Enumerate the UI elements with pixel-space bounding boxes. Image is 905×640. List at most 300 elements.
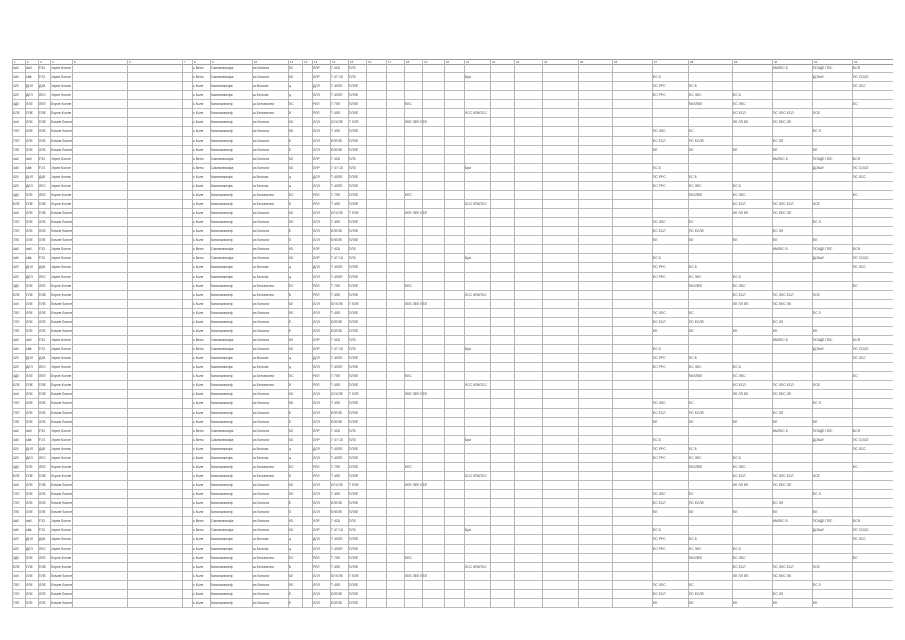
table-cell[interactable]: из Белоли: [253, 310, 270, 315]
table-cell[interactable]: Каналалпкеф: [211, 310, 233, 315]
table-cell[interactable]: ПС СОСЛ: [853, 437, 869, 442]
table-cell[interactable]: ЛЛЛ: [313, 93, 320, 98]
table-cell[interactable]: ь Коле: [193, 220, 204, 225]
table-cell[interactable]: Т 4ЛЕ: [331, 401, 341, 406]
table-cell[interactable]: ь Коле: [193, 474, 204, 478]
table-cell[interactable]: ЛЛЕ: [26, 120, 33, 125]
table-cell[interactable]: ПЛЗ: [349, 338, 356, 342]
table-cell[interactable]: ЕС Б: [689, 537, 697, 542]
table-cell[interactable]: ЕС ЛЕС: [733, 102, 746, 107]
table-cell[interactable]: Самналпкофа: [211, 247, 234, 252]
table-cell[interactable]: ь Коле: [193, 501, 204, 506]
table-cell[interactable]: Ломле Бонле: [51, 419, 73, 424]
table-cell[interactable]: ЛСС КПКПСС: [465, 202, 487, 206]
table-cell[interactable]: ЛЛЕ: [26, 573, 33, 578]
table-cell[interactable]: 7ЛЕ: [13, 419, 20, 424]
table-cell[interactable]: ЛЛР: [313, 347, 320, 352]
table-cell[interactable]: Каналалпкеф: [211, 383, 233, 388]
table-cell[interactable]: Бри: [465, 256, 472, 261]
column-header[interactable]: 2: [27, 60, 29, 64]
table-cell[interactable]: ЛЕС: [39, 183, 46, 188]
table-cell[interactable]: ЛЛЕ: [39, 401, 46, 406]
table-cell[interactable]: ДНЛ: [26, 84, 33, 89]
table-cell[interactable]: КЗ: [289, 120, 293, 125]
table-cell[interactable]: Jнрле Колна: [51, 446, 71, 451]
table-cell[interactable]: ш Белонилли: [253, 374, 275, 379]
table-cell[interactable]: ь Коле: [193, 419, 204, 424]
table-cell[interactable]: Лорле Колле: [51, 202, 72, 206]
table-cell[interactable]: ш Белонилли: [253, 202, 275, 206]
table-cell[interactable]: Лорле Колле: [51, 102, 72, 107]
table-cell[interactable]: Ломле Бонле: [51, 492, 73, 497]
table-cell[interactable]: ЛЛЕ: [39, 501, 46, 506]
table-cell[interactable]: ЕЛЕЛЕ: [331, 147, 343, 152]
table-cell[interactable]: ПЛЛЕ: [349, 582, 359, 587]
table-cell[interactable]: ЕЛЕЛЕ: [331, 328, 343, 333]
table-cell[interactable]: ЛЕЕ: [39, 374, 46, 379]
table-cell[interactable]: ЕС: [853, 102, 858, 107]
table-cell[interactable]: ЕС Б: [689, 356, 697, 361]
table-cell[interactable]: ЛЛЛ: [313, 220, 320, 225]
table-cell[interactable]: Лорле Колле: [51, 283, 72, 288]
table-cell[interactable]: ПЛЛЕ: [349, 537, 359, 542]
table-cell[interactable]: ЕС РРС: [653, 365, 666, 370]
table-cell[interactable]: КЗ: [289, 156, 293, 161]
table-cell[interactable]: ПС СОСЛ: [853, 347, 869, 352]
table-cell[interactable]: ЕС: [689, 401, 694, 406]
table-cell[interactable]: Т 4ЛЛЕ: [331, 546, 343, 551]
table-cell[interactable]: Е: [289, 501, 292, 506]
table-cell[interactable]: ДЕЛ: [26, 93, 33, 98]
table-cell[interactable]: 7 47 С6: [331, 528, 343, 533]
table-cell[interactable]: Ломле Бонле: [51, 401, 73, 406]
table-cell[interactable]: Ломле Бонле: [51, 319, 73, 324]
table-cell[interactable]: ПЛЗ: [349, 428, 356, 433]
table-cell[interactable]: КЗ: [289, 256, 293, 261]
table-cell[interactable]: РЛЛ: [313, 383, 320, 388]
table-cell[interactable]: ЛЛЛ: [313, 147, 320, 152]
table-cell[interactable]: Каналалпкеф: [211, 591, 233, 596]
table-cell[interactable]: 420: [13, 365, 19, 370]
table-cell[interactable]: Каналалпкеф: [211, 492, 233, 497]
table-cell[interactable]: ЕЕ: [653, 328, 658, 333]
table-cell[interactable]: Каалалпкефа: [211, 537, 233, 542]
column-header[interactable]: 18: [406, 60, 410, 64]
table-cell[interactable]: ЛЛЛ: [313, 483, 320, 488]
table-cell[interactable]: 4л0: [13, 301, 19, 306]
column-header[interactable]: 11: [290, 60, 294, 64]
table-cell[interactable]: РЛЛ: [313, 202, 320, 206]
table-cell[interactable]: КЗ: [289, 483, 293, 488]
table-cell[interactable]: ПС ЛЛС: [653, 310, 666, 315]
table-cell[interactable]: РЛЛ: [313, 374, 320, 379]
table-cell[interactable]: ЛЛЛ: [313, 401, 320, 406]
table-cell[interactable]: ПЛЛЕ: [349, 492, 359, 497]
table-cell[interactable]: Каалалпкефа: [211, 84, 233, 89]
table-cell[interactable]: Jнрле Колна: [51, 537, 71, 542]
table-cell[interactable]: Каналалпкеф: [211, 510, 233, 515]
column-header[interactable]: 9: [212, 60, 214, 64]
table-cell[interactable]: ЛЛР: [313, 66, 320, 70]
table-cell[interactable]: ЕС ЛЛ: [773, 229, 784, 234]
table-cell[interactable]: ПЛЗ: [349, 437, 356, 442]
table-cell[interactable]: Т ЛЛЕ: [349, 301, 359, 306]
table-cell[interactable]: из Белоли: [253, 347, 270, 352]
table-cell[interactable]: ь Коле: [193, 600, 204, 605]
table-cell[interactable]: ь Коле: [193, 383, 204, 388]
table-cell[interactable]: ЕС ЕСЛ: [653, 591, 666, 596]
table-cell[interactable]: 4л0: [13, 392, 19, 397]
table-cell[interactable]: Каналалпкеф: [211, 328, 233, 333]
table-cell[interactable]: ЛЛР: [313, 75, 320, 80]
table-cell[interactable]: ь Коле: [193, 238, 204, 243]
table-cell[interactable]: ЛЛР: [313, 519, 320, 524]
table-cell[interactable]: F23: [39, 165, 45, 170]
table-cell[interactable]: 4a0: [13, 338, 19, 342]
column-header[interactable]: 19: [424, 60, 428, 64]
table-cell[interactable]: ЕС ЕСЛ: [733, 111, 746, 116]
table-cell[interactable]: ПЛЕ: [39, 120, 46, 125]
table-cell[interactable]: ЕЕ: [653, 419, 658, 424]
table-cell[interactable]: ш Белонилли: [253, 111, 275, 116]
table-cell[interactable]: ПЛЛЕ: [349, 319, 359, 324]
table-cell[interactable]: 4a0: [13, 247, 19, 252]
table-cell[interactable]: из Белоли: [253, 156, 270, 161]
table-cell[interactable]: ПЛЗ: [349, 528, 356, 533]
table-cell[interactable]: ь Вено: [193, 156, 204, 161]
table-cell[interactable]: ЛЛ КЛЕ: [331, 120, 343, 125]
table-cell[interactable]: 4л0: [13, 211, 19, 216]
table-cell[interactable]: 4Д0: [13, 283, 20, 288]
table-cell[interactable]: ПЛЛЕ: [349, 455, 359, 460]
table-cell[interactable]: ь Вено: [193, 247, 204, 252]
table-cell[interactable]: ш Вололи: [253, 174, 269, 179]
table-cell[interactable]: F23: [39, 528, 45, 533]
table-cell[interactable]: ЕС: [853, 555, 858, 560]
table-cell[interactable]: ь8в: [26, 437, 32, 442]
table-cell[interactable]: ц: [289, 446, 291, 451]
table-cell[interactable]: РЛЛ: [313, 292, 320, 297]
table-cell[interactable]: 4d0: [13, 347, 19, 352]
table-cell[interactable]: ПЛЕ: [39, 292, 46, 297]
column-header[interactable]: 30: [774, 60, 778, 64]
table-cell[interactable]: Ломле Бонле: [51, 120, 73, 125]
table-cell[interactable]: ЕС ЕСЛ: [733, 474, 746, 478]
column-header[interactable]: 13: [314, 60, 318, 64]
table-cell[interactable]: ш Белонилли: [253, 474, 275, 478]
table-cell[interactable]: ПЛЛЕ: [349, 111, 359, 116]
column-header[interactable]: 1: [14, 60, 16, 64]
table-cell[interactable]: ЛЛЕ: [26, 419, 33, 424]
table-cell[interactable]: КМЛЛС Б: [773, 247, 788, 252]
table-cell[interactable]: ц: [289, 174, 291, 179]
table-cell[interactable]: Самналпкофа: [211, 156, 234, 161]
table-cell[interactable]: Б: [289, 292, 292, 297]
table-cell[interactable]: ЕС Б: [689, 174, 697, 179]
table-cell[interactable]: Каналалпкеф: [211, 600, 233, 605]
table-cell[interactable]: Каналалпкеф: [211, 483, 233, 488]
column-header[interactable]: 27: [654, 60, 658, 64]
table-cell[interactable]: ЛЛЛ: [313, 120, 320, 125]
table-cell[interactable]: 4л0: [13, 120, 19, 125]
table-cell[interactable]: ЕЕ: [289, 129, 294, 134]
table-cell[interactable]: ПЛЛЕ: [349, 102, 359, 107]
table-cell[interactable]: Каналалпкеф: [211, 582, 233, 587]
table-cell[interactable]: ДНЛ: [26, 174, 33, 179]
table-cell[interactable]: ь Коле: [193, 455, 204, 460]
table-cell[interactable]: ЛЛЕ: [26, 319, 33, 324]
table-cell[interactable]: 4a0: [13, 428, 19, 433]
column-header[interactable]: 24: [544, 60, 548, 64]
table-cell[interactable]: КЗ: [289, 338, 293, 342]
table-cell[interactable]: Ломле Бонле: [51, 310, 73, 315]
table-cell[interactable]: ЛЛЕ: [26, 138, 33, 143]
table-cell[interactable]: ь Коле: [193, 93, 204, 98]
table-cell[interactable]: КЗ: [289, 301, 293, 306]
table-cell[interactable]: ЛЛР: [313, 256, 320, 261]
table-cell[interactable]: ь Вено: [193, 165, 204, 170]
table-cell[interactable]: Т 4ЛЕ: [331, 292, 341, 297]
table-cell[interactable]: ЛСЕ: [813, 383, 820, 388]
table-cell[interactable]: ПЛЛЕ: [349, 328, 359, 333]
table-cell[interactable]: ЕС Л: [813, 310, 821, 315]
table-cell[interactable]: 4d0: [13, 256, 19, 261]
table-cell[interactable]: из Белоли: [253, 301, 270, 306]
table-cell[interactable]: Д48: [39, 84, 46, 89]
table-cell[interactable]: КЗ: [289, 75, 293, 80]
table-cell[interactable]: ЕЕ: [733, 328, 738, 333]
table-cell[interactable]: ЕЕ: [813, 238, 818, 243]
table-cell[interactable]: ь Коле: [193, 147, 204, 152]
column-header[interactable]: 32: [854, 60, 858, 64]
table-cell[interactable]: Т 4ЛЕ: [331, 383, 341, 388]
table-cell[interactable]: 4a0: [13, 66, 19, 70]
table-cell[interactable]: ЕС ЕСЛ: [653, 138, 666, 143]
table-cell[interactable]: ПС РРС: [653, 537, 666, 542]
table-cell[interactable]: ЛСЕ: [813, 111, 820, 116]
table-cell[interactable]: РЛЛ: [313, 564, 320, 569]
table-cell[interactable]: ЕЛЕЛЕ: [331, 138, 343, 143]
table-cell[interactable]: ш Вололи: [253, 356, 269, 361]
table-cell[interactable]: ЛЕЕ ЛЕЕ ЕЕЕ: [405, 573, 428, 578]
table-cell[interactable]: ЕС РРС: [653, 93, 666, 98]
table-cell[interactable]: Ломле Бонле: [51, 138, 73, 143]
table-cell[interactable]: Каналалпкеф: [211, 283, 233, 288]
table-cell[interactable]: Т 4ЛЕ: [331, 202, 341, 206]
table-cell[interactable]: ЕЕ: [653, 147, 658, 152]
table-cell[interactable]: Е: [289, 238, 292, 243]
table-cell[interactable]: ЛЛР: [313, 247, 320, 252]
table-cell[interactable]: КЗ: [289, 519, 293, 524]
table-cell[interactable]: РЛЛ: [313, 111, 320, 116]
table-cell[interactable]: ЕС Б: [733, 546, 741, 551]
table-cell[interactable]: Jнрле Болле: [51, 156, 72, 161]
table-cell[interactable]: ЛЕ ЛЛ ЕЕ: [733, 120, 749, 125]
table-cell[interactable]: ЛЛЛ: [313, 238, 320, 243]
table-cell[interactable]: ЛЕЕ: [39, 464, 46, 469]
table-cell[interactable]: ЕС Б: [653, 75, 661, 80]
table-cell[interactable]: ДОКиУ: [813, 347, 824, 352]
table-cell[interactable]: ь Коле: [193, 573, 204, 578]
table-cell[interactable]: 7ЛЛ: [13, 501, 20, 506]
table-cell[interactable]: 7 47 С6: [331, 256, 343, 261]
table-cell[interactable]: ш Белонилли: [253, 102, 275, 107]
table-cell[interactable]: ПС РРС: [653, 265, 666, 270]
table-cell[interactable]: ц: [289, 265, 291, 270]
table-cell[interactable]: Д48: [39, 446, 46, 451]
table-cell[interactable]: ДЕЛ: [26, 274, 33, 279]
column-header[interactable]: 16: [368, 60, 372, 64]
table-cell[interactable]: ЕС РРС: [653, 274, 666, 279]
table-cell[interactable]: ПС ЛСС: [853, 84, 866, 89]
table-cell[interactable]: ЕС: [853, 374, 858, 379]
table-cell[interactable]: ЛЛЛ: [313, 310, 320, 315]
table-cell[interactable]: ЕС: [289, 374, 294, 379]
table-cell[interactable]: ЕКЛЛЕЕ: [689, 555, 703, 560]
table-cell[interactable]: Jнрле Болле: [51, 437, 72, 442]
table-cell[interactable]: ДЕЛ: [26, 455, 33, 460]
table-cell[interactable]: Каалалпкефа: [211, 356, 233, 361]
table-cell[interactable]: ЕС ЕСЛ: [733, 564, 746, 569]
table-cell[interactable]: ДНЛ: [26, 446, 33, 451]
table-cell[interactable]: Е: [289, 319, 292, 324]
table-cell[interactable]: ПС РРС: [653, 174, 666, 179]
table-cell[interactable]: ЕС ЕСЛ: [653, 501, 666, 506]
table-cell[interactable]: из Белоли: [253, 410, 270, 415]
table-cell[interactable]: Б: [289, 111, 292, 116]
table-cell[interactable]: ЕС ЛЕС: [689, 546, 702, 551]
table-cell[interactable]: из Белоли: [253, 428, 270, 433]
table-cell[interactable]: ЛЛЕ: [26, 220, 33, 225]
table-cell[interactable]: ь Коле: [193, 591, 204, 596]
table-cell[interactable]: ЕКЛЛЕЕ: [689, 464, 703, 469]
table-cell[interactable]: Е: [289, 410, 292, 415]
table-cell[interactable]: Т 4ЛЛЕ: [331, 537, 343, 542]
table-cell[interactable]: ПЛЕ: [39, 111, 46, 116]
table-cell[interactable]: Каналалпкеф: [211, 464, 233, 469]
table-cell[interactable]: из Белоли: [253, 220, 270, 225]
table-cell[interactable]: ЕС ЕСЛ: [653, 410, 666, 415]
table-cell[interactable]: ь Коле: [193, 446, 204, 451]
table-cell[interactable]: ЛЕЕ: [39, 102, 46, 107]
table-cell[interactable]: ь8в: [26, 75, 32, 80]
table-cell[interactable]: ЕЕ: [733, 419, 738, 424]
table-cell[interactable]: ПЛЛЕ: [349, 84, 359, 89]
table-cell[interactable]: ЛЛЕ: [39, 129, 46, 134]
table-cell[interactable]: ПЛЛЕ: [349, 501, 359, 506]
column-header[interactable]: 6: [129, 60, 131, 64]
table-cell[interactable]: Каналалпкеф: [211, 301, 233, 306]
table-cell[interactable]: ЛСЕ: [813, 564, 820, 569]
table-cell[interactable]: Каналалпкеф: [211, 147, 233, 152]
table-cell[interactable]: Т 4ЛЕ: [331, 564, 341, 569]
table-cell[interactable]: ПЛЛЕ: [349, 229, 359, 234]
table-cell[interactable]: ЕЕ: [773, 419, 778, 424]
table-cell[interactable]: ЛЛЛ: [313, 410, 320, 415]
table-cell[interactable]: ЕЕ: [689, 600, 694, 605]
table-cell[interactable]: ЕЛЕЛЕ: [331, 319, 343, 324]
table-cell[interactable]: ЕС: [689, 310, 694, 315]
table-cell[interactable]: ПС СОСЛ: [853, 75, 869, 80]
table-cell[interactable]: Ломле Бонле: [51, 211, 73, 216]
table-cell[interactable]: ЕЕ: [289, 310, 294, 315]
table-cell[interactable]: Каналалпкеф: [211, 220, 233, 225]
table-cell[interactable]: F23: [39, 347, 45, 352]
table-cell[interactable]: ь Коле: [193, 356, 204, 361]
table-cell[interactable]: 420: [13, 265, 19, 270]
table-cell[interactable]: ЛЛЛ: [313, 138, 320, 143]
table-cell[interactable]: ЕЕС: [405, 464, 412, 469]
table-cell[interactable]: из Белоли: [253, 211, 270, 216]
table-cell[interactable]: ЕЕС: [405, 555, 412, 560]
table-cell[interactable]: ь8в: [26, 528, 32, 533]
table-cell[interactable]: ПС ЛЛС ЕСЛ: [773, 474, 794, 478]
table-cell[interactable]: ЛЛЕ: [26, 464, 33, 469]
table-cell[interactable]: da0: [26, 428, 32, 433]
column-header[interactable]: 10: [254, 60, 258, 64]
table-cell[interactable]: ЛСС КПКПСС: [465, 292, 487, 297]
table-cell[interactable]: ь Коле: [193, 392, 204, 397]
table-cell[interactable]: ЕС ЛЕС: [733, 192, 746, 197]
table-cell[interactable]: ДЛЛ: [313, 174, 320, 179]
table-cell[interactable]: БСЯ: [853, 66, 861, 70]
column-header[interactable]: 3: [40, 60, 42, 64]
table-cell[interactable]: Т ЛЛЕ: [349, 573, 359, 578]
table-cell[interactable]: из Белоли: [253, 328, 270, 333]
table-cell[interactable]: ЕС ЛЕС: [733, 464, 746, 469]
table-cell[interactable]: ПЛЛЕ: [349, 283, 359, 288]
table-cell[interactable]: ПС ЛЛС ЕСЛ: [773, 383, 794, 388]
table-cell[interactable]: ЛЕЕ ЛЕЕ ЕЕЕ: [405, 392, 428, 397]
table-cell[interactable]: КЗ: [289, 165, 293, 170]
table-cell[interactable]: из Белоли: [253, 501, 270, 506]
table-cell[interactable]: ЕС: [289, 464, 294, 469]
table-cell[interactable]: ПЛЗ: [349, 156, 356, 161]
table-cell[interactable]: КЗ: [289, 66, 293, 70]
table-cell[interactable]: ь Коле: [193, 292, 204, 297]
table-cell[interactable]: из Белоли: [253, 120, 270, 125]
table-cell[interactable]: Jнрле Колна: [51, 356, 71, 361]
table-cell[interactable]: ЕЛЕЛЕ: [331, 238, 343, 243]
table-cell[interactable]: Ломле Бонле: [51, 392, 73, 397]
table-cell[interactable]: 7ЛЛ: [13, 591, 20, 596]
column-header[interactable]: 26: [614, 60, 618, 64]
table-cell[interactable]: ЕЕ: [733, 600, 738, 605]
column-header[interactable]: 20: [446, 60, 450, 64]
table-cell[interactable]: из Белоли: [253, 256, 270, 261]
table-cell[interactable]: ЛЛЕ: [26, 102, 33, 107]
table-cell[interactable]: ЛЛЕ: [39, 410, 46, 415]
column-header[interactable]: 28: [690, 60, 694, 64]
table-cell[interactable]: ь Коле: [193, 564, 204, 569]
table-cell[interactable]: ЕС ЛЕС: [689, 365, 702, 370]
table-cell[interactable]: ЕЕ: [689, 328, 694, 333]
table-cell[interactable]: ь Вено: [193, 338, 204, 342]
table-cell[interactable]: ц: [289, 455, 291, 460]
table-cell[interactable]: РЛЛ: [313, 102, 320, 107]
table-cell[interactable]: 7ЛЛ: [13, 319, 20, 324]
table-cell[interactable]: ПЛЛЕ: [349, 356, 359, 361]
table-cell[interactable]: Ломле Бонле: [51, 501, 73, 506]
table-cell[interactable]: ПС ЕЕС ЛЕ: [773, 120, 792, 125]
table-cell[interactable]: Каналалпкеф: [211, 374, 233, 379]
table-cell[interactable]: Каналалпкеф: [211, 392, 233, 397]
table-cell[interactable]: КМЛЛС Б: [773, 156, 788, 161]
table-cell[interactable]: ПС СОСЛ: [853, 528, 869, 533]
table-cell[interactable]: ц: [289, 356, 291, 361]
table-cell[interactable]: из Белоли: [253, 483, 270, 488]
table-cell[interactable]: 7ЛЕ: [13, 510, 20, 515]
